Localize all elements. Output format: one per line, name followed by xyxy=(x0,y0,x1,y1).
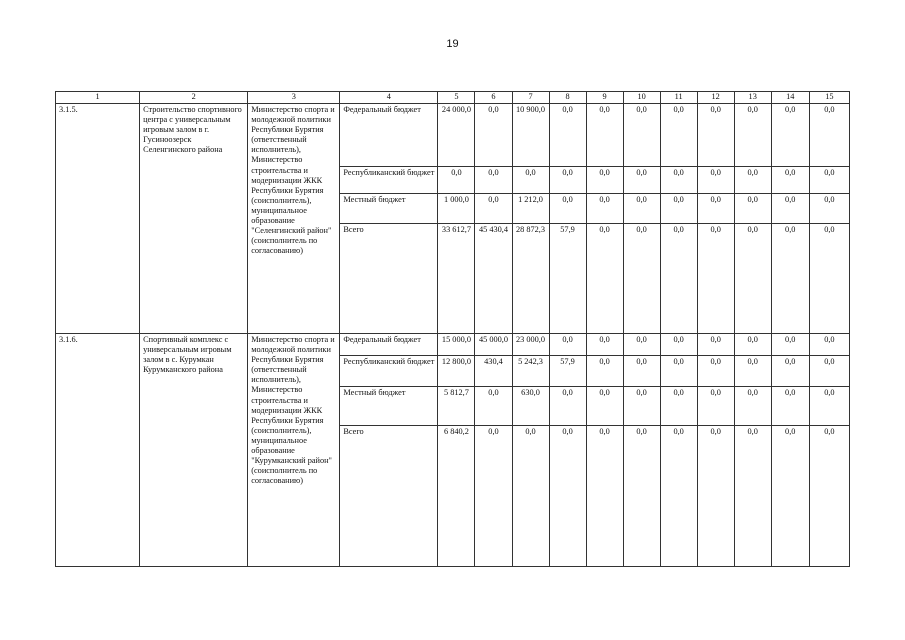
amount-cell: 0,0 xyxy=(771,356,809,387)
amount-cell: 0,0 xyxy=(771,334,809,356)
amount-cell: 0,0 xyxy=(660,387,697,426)
amount-cell: 0,0 xyxy=(809,387,849,426)
budget-source: Федеральный бюджет xyxy=(340,334,438,356)
amount-cell: 0,0 xyxy=(697,334,734,356)
amount-cell: 0,0 xyxy=(660,426,697,567)
amount-cell: 0,0 xyxy=(549,387,586,426)
amount-cell: 0,0 xyxy=(734,104,771,167)
amount-cell: 0,0 xyxy=(475,194,512,224)
amount-cell: 0,0 xyxy=(771,194,809,224)
amount-cell: 0,0 xyxy=(660,167,697,194)
amount-cell: 0,0 xyxy=(475,426,512,567)
amount-cell: 5 812,7 xyxy=(438,387,475,426)
budget-source: Всего xyxy=(340,426,438,567)
amount-cell: 0,0 xyxy=(809,426,849,567)
amount-cell: 0,0 xyxy=(734,224,771,334)
header-cell: 7 xyxy=(512,92,549,104)
amount-cell: 0,0 xyxy=(586,334,623,356)
header-cell: 12 xyxy=(697,92,734,104)
item-executors: Министерство спорта и молодежной политики Республики Бурятия (ответственный исполнитель), Министерство строительства и модернизации ЖКК Республики Бурятия (соисполнитель), муниципальное образование "Курумканский район" (соисполнитель по согласованию) xyxy=(248,334,340,567)
amount-cell: 0,0 xyxy=(475,387,512,426)
amount-cell: 0,0 xyxy=(623,426,660,567)
program-table xyxy=(55,91,850,567)
amount-cell: 0,0 xyxy=(734,356,771,387)
amount-cell: 0,0 xyxy=(549,426,586,567)
item-code: 3.1.5. xyxy=(56,104,140,334)
amount-cell: 45 430,4 xyxy=(475,224,512,334)
item-executors: Министерство спорта и молодежной политики Республики Бурятия (ответственный исполнитель), Министерство строительства и модернизации ЖКК Республики Бурятия (соисполнитель), муниципальное образование "Селенгинский район" (соисполнитель по согласованию) xyxy=(248,104,340,334)
amount-cell: 0,0 xyxy=(660,194,697,224)
amount-cell: 1 212,0 xyxy=(512,194,549,224)
amount-cell: 0,0 xyxy=(734,387,771,426)
amount-cell: 23 000,0 xyxy=(512,334,549,356)
page-number: 19 xyxy=(446,38,459,50)
amount-cell: 0,0 xyxy=(697,194,734,224)
amount-cell: 0,0 xyxy=(623,356,660,387)
header-cell: 9 xyxy=(586,92,623,104)
amount-cell: 0,0 xyxy=(697,167,734,194)
amount-cell: 0,0 xyxy=(771,224,809,334)
amount-cell: 0,0 xyxy=(809,356,849,387)
amount-cell: 0,0 xyxy=(660,356,697,387)
budget-source: Республиканский бюджет xyxy=(340,356,438,387)
header-cell: 6 xyxy=(475,92,512,104)
amount-cell: 0,0 xyxy=(809,104,849,167)
amount-cell: 0,0 xyxy=(586,194,623,224)
amount-cell: 0,0 xyxy=(512,167,549,194)
amount-cell: 0,0 xyxy=(809,167,849,194)
header-cell: 4 xyxy=(340,92,438,104)
table-row xyxy=(56,104,850,167)
amount-cell: 630,0 xyxy=(512,387,549,426)
amount-cell: 0,0 xyxy=(549,334,586,356)
amount-cell: 0,0 xyxy=(623,167,660,194)
amount-cell: 0,0 xyxy=(660,334,697,356)
amount-cell: 24 000,0 xyxy=(438,104,475,167)
amount-cell: 0,0 xyxy=(734,194,771,224)
table-row xyxy=(56,334,850,356)
amount-cell: 0,0 xyxy=(623,224,660,334)
header-cell: 1 xyxy=(56,92,140,104)
amount-cell: 0,0 xyxy=(697,426,734,567)
header-cell: 15 xyxy=(809,92,849,104)
amount-cell: 0,0 xyxy=(475,104,512,167)
amount-cell: 12 800,0 xyxy=(438,356,475,387)
header-cell: 11 xyxy=(660,92,697,104)
amount-cell: 57,9 xyxy=(549,224,586,334)
amount-cell: 28 872,3 xyxy=(512,224,549,334)
budget-source: Местный бюджет xyxy=(340,387,438,426)
header-cell: 10 xyxy=(623,92,660,104)
amount-cell: 0,0 xyxy=(771,167,809,194)
budget-source: Республиканский бюджет xyxy=(340,167,438,194)
amount-cell: 0,0 xyxy=(771,387,809,426)
amount-cell: 0,0 xyxy=(809,334,849,356)
budget-source: Федеральный бюджет xyxy=(340,104,438,167)
amount-cell: 0,0 xyxy=(549,104,586,167)
amount-cell: 0,0 xyxy=(438,167,475,194)
amount-cell: 33 612,7 xyxy=(438,224,475,334)
budget-source: Местный бюджет xyxy=(340,194,438,224)
amount-cell: 0,0 xyxy=(549,194,586,224)
amount-cell: 0,0 xyxy=(586,167,623,194)
amount-cell: 0,0 xyxy=(623,387,660,426)
amount-cell: 45 000,0 xyxy=(475,334,512,356)
amount-cell: 0,0 xyxy=(623,194,660,224)
amount-cell: 0,0 xyxy=(623,334,660,356)
amount-cell: 1 000,0 xyxy=(438,194,475,224)
item-name: Спортивный комплекс с универсальным игровым залом в с. Курумкан Курумканского района xyxy=(140,334,248,567)
amount-cell: 10 900,0 xyxy=(512,104,549,167)
amount-cell: 0,0 xyxy=(586,387,623,426)
amount-cell: 0,0 xyxy=(697,356,734,387)
amount-cell: 0,0 xyxy=(734,334,771,356)
header-cell: 13 xyxy=(734,92,771,104)
amount-cell: 0,0 xyxy=(734,426,771,567)
header-cell: 8 xyxy=(549,92,586,104)
amount-cell: 57,9 xyxy=(549,356,586,387)
amount-cell: 0,0 xyxy=(809,194,849,224)
amount-cell: 0,0 xyxy=(549,167,586,194)
amount-cell: 0,0 xyxy=(734,167,771,194)
amount-cell: 0,0 xyxy=(697,224,734,334)
amount-cell: 0,0 xyxy=(512,426,549,567)
amount-cell: 0,0 xyxy=(660,224,697,334)
header-cell: 5 xyxy=(438,92,475,104)
budget-source: Всего xyxy=(340,224,438,334)
header-cell: 14 xyxy=(771,92,809,104)
amount-cell: 0,0 xyxy=(586,224,623,334)
amount-cell: 430,4 xyxy=(475,356,512,387)
header-cell: 3 xyxy=(248,92,340,104)
amount-cell: 0,0 xyxy=(475,167,512,194)
amount-cell: 6 840,2 xyxy=(438,426,475,567)
amount-cell: 0,0 xyxy=(586,356,623,387)
amount-cell: 0,0 xyxy=(697,387,734,426)
amount-cell: 0,0 xyxy=(586,426,623,567)
amount-cell: 0,0 xyxy=(697,104,734,167)
amount-cell: 0,0 xyxy=(809,224,849,334)
amount-cell: 0,0 xyxy=(586,104,623,167)
amount-cell: 0,0 xyxy=(771,104,809,167)
amount-cell: 0,0 xyxy=(660,104,697,167)
amount-cell: 0,0 xyxy=(771,426,809,567)
item-name: Строительство спортивного центра с универсальным игровым залом в г. Гусиноозерск Селенгинского района xyxy=(140,104,248,334)
amount-cell: 15 000,0 xyxy=(438,334,475,356)
amount-cell: 0,0 xyxy=(623,104,660,167)
header-cell: 2 xyxy=(140,92,248,104)
header-row xyxy=(56,92,850,104)
amount-cell: 5 242,3 xyxy=(512,356,549,387)
item-code: 3.1.6. xyxy=(56,334,140,567)
